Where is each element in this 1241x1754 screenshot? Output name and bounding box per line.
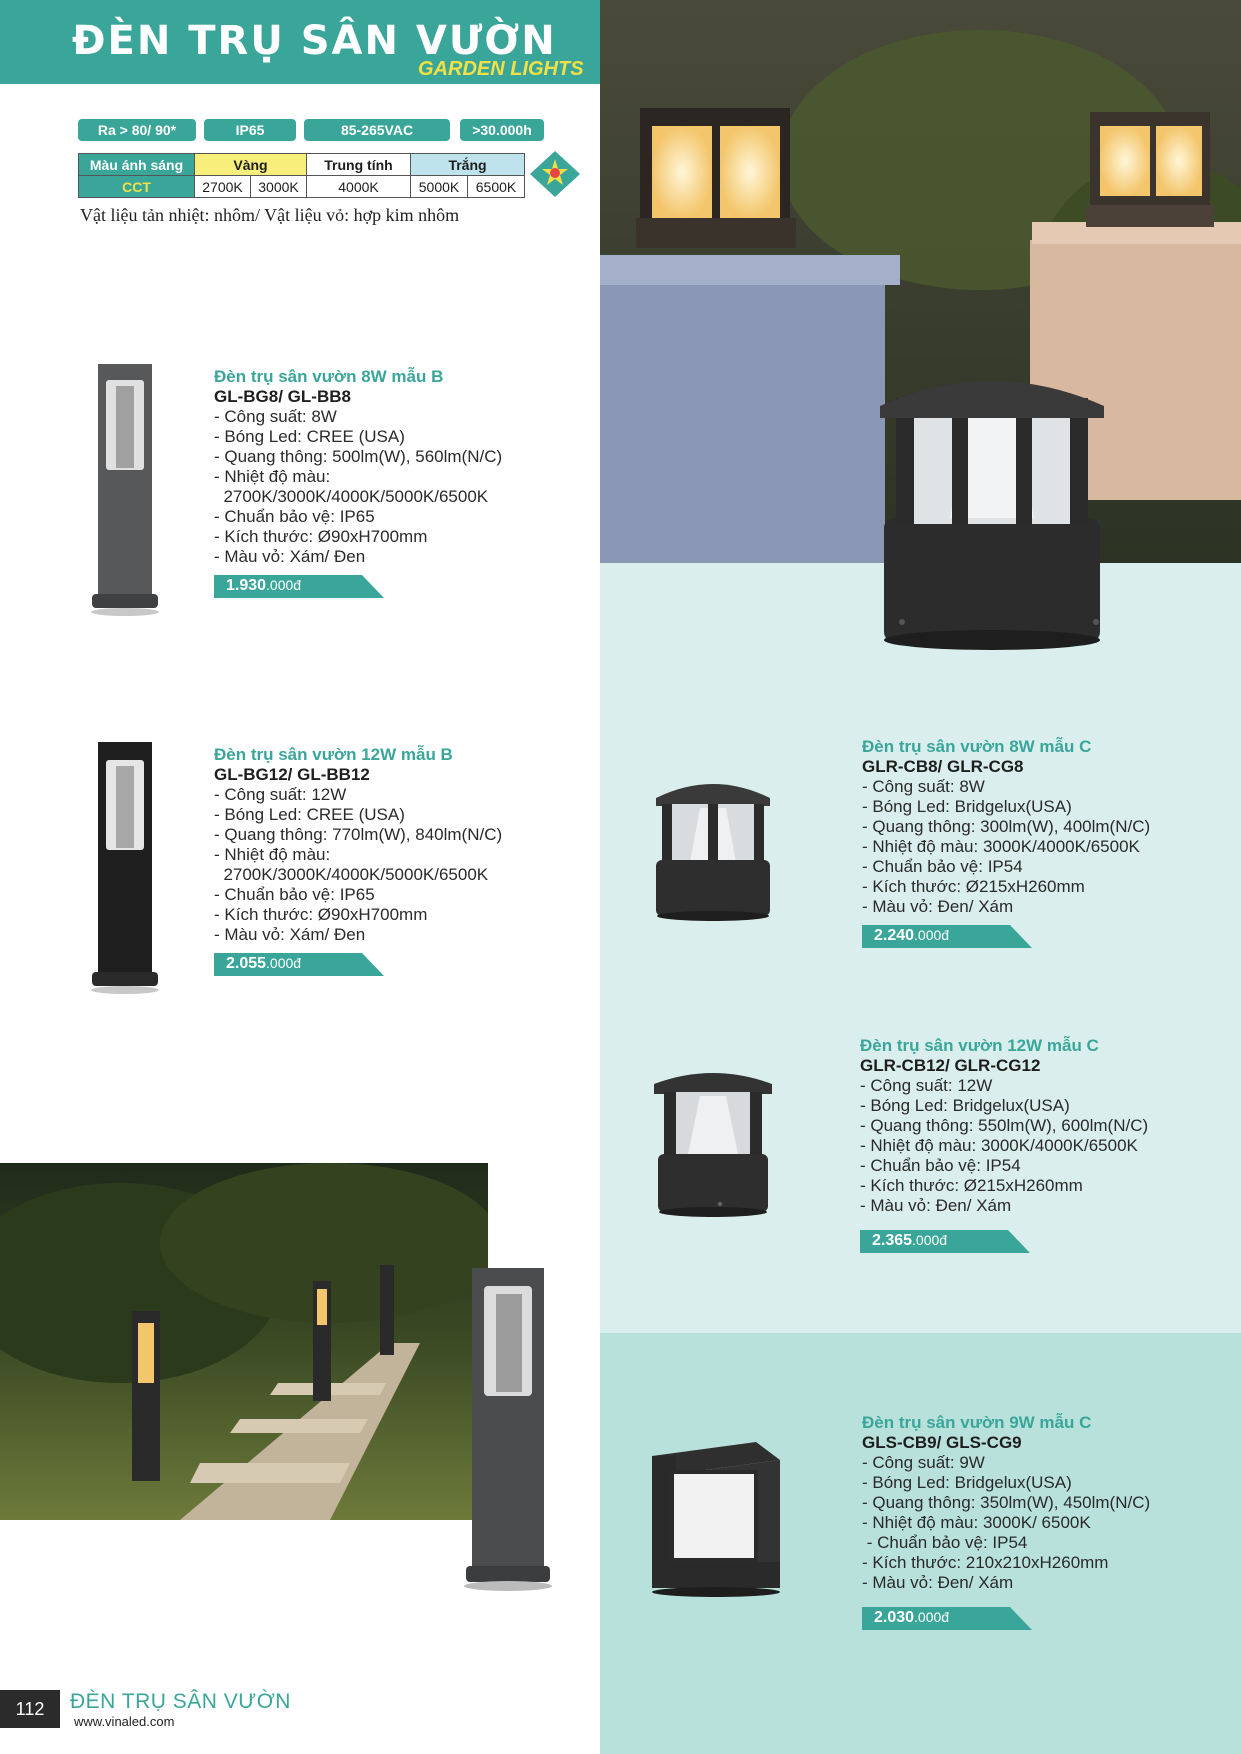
product-spec: - Màu vỏ: Đen/ Xám — [862, 1573, 1014, 1592]
price-tag — [214, 575, 384, 598]
product-spec: - Màu vỏ: Đen/ Xám — [860, 1196, 1012, 1215]
product-spec: - Công suất: 12W — [214, 785, 347, 804]
product-spec: - Nhiệt độ màu: — [214, 845, 331, 864]
price-label: 2.030.000đ — [874, 1609, 950, 1626]
page-title: ĐÈN TRỤ SÂN VƯỜN — [72, 18, 557, 64]
garden-photo — [0, 1163, 488, 1520]
bollard-8w-image — [86, 364, 166, 620]
cct-group-cool: Trắng — [411, 154, 525, 176]
energy-star-icon — [528, 149, 582, 199]
cct-table — [78, 153, 525, 198]
product-spec: - Quang thông: 350lm(W), 450lm(N/C) — [862, 1493, 1151, 1512]
cylinder-8w-image — [650, 776, 776, 922]
product-spec: - Kích thước: Ø215xH260mm — [860, 1176, 1083, 1195]
product-code: GLR-CB12/ GLR-CG12 — [860, 1056, 1041, 1075]
cube-9w-image — [646, 1436, 786, 1600]
product-spec: - Màu vỏ: Xám/ Đen — [214, 547, 366, 566]
footer-section-title: ĐÈN TRỤ SÂN VƯỜN — [70, 1690, 291, 1713]
product-spec: - Kích thước: Ø215xH260mm — [862, 877, 1085, 896]
price-tag — [862, 925, 1032, 948]
product-spec: - Bóng Led: Bridgelux(USA) — [860, 1096, 1070, 1115]
product-spec: - Quang thông: 500lm(W), 560lm(N/C) — [214, 447, 503, 466]
product-card — [214, 367, 502, 598]
product-spec: - Chuẩn bảo vệ: IP65 — [214, 885, 375, 904]
product-spec: - Quang thông: 770lm(W), 840lm(N/C) — [214, 825, 503, 844]
product-name: Đèn trụ sân vườn 12W mẫu B — [214, 745, 453, 764]
product-spec: - Bóng Led: Bridgelux(USA) — [862, 797, 1072, 816]
price-tag — [862, 1607, 1032, 1630]
product-card — [860, 1036, 1148, 1253]
product-code: GL-BG12/ GL-BB12 — [214, 765, 370, 784]
product-name: Đèn trụ sân vườn 12W mẫu C — [860, 1036, 1099, 1055]
product-spec: - Công suất: 12W — [860, 1076, 993, 1095]
bollard-12w-image — [86, 742, 166, 998]
cct-label: CCT — [79, 176, 195, 198]
product-spec: - Công suất: 8W — [862, 777, 985, 796]
product-code: GL-BG8/ GL-BB8 — [214, 387, 351, 406]
product-spec: 2700K/3000K/4000K/5000K/6500K — [214, 865, 489, 884]
product-spec: - Quang thông: 300lm(W), 400lm(N/C) — [862, 817, 1151, 836]
cct-value: 4000K — [307, 176, 411, 198]
material-note: Vật liệu tản nhiệt: nhôm/ Vật liệu vỏ: hợp kim nhôm — [80, 205, 460, 225]
product-spec: - Kích thước: Ø90xH700mm — [214, 905, 428, 924]
product-spec: - Màu vỏ: Xám/ Đen — [214, 925, 366, 944]
product-spec: - Công suất: 9W — [862, 1453, 985, 1472]
product-spec: - Công suất: 8W — [214, 407, 337, 426]
price-tag — [860, 1230, 1030, 1253]
product-spec: - Kích thước: Ø90xH700mm — [214, 527, 428, 546]
page-subtitle: GARDEN LIGHTS — [418, 58, 584, 80]
bollard-large-image — [462, 1268, 562, 1594]
price-label: 1.930.000đ — [226, 577, 302, 594]
price-label: 2.365.000đ — [872, 1232, 948, 1249]
spec-pill-voltage: 85-265VAC — [304, 119, 450, 141]
product-code: GLR-CB8/ GLR-CG8 — [862, 757, 1024, 776]
spec-pill-cri: Ra > 80/ 90* — [78, 119, 196, 141]
cylinder-lamp-image — [870, 368, 1114, 652]
price-label: 2.240.000đ — [874, 927, 950, 944]
product-name: Đèn trụ sân vườn 9W mẫu C — [862, 1413, 1092, 1432]
cct-group-neutral: Trung tính — [307, 154, 411, 176]
page-number: 112 — [0, 1690, 60, 1728]
price-tag — [214, 953, 384, 976]
product-card — [862, 1413, 1150, 1630]
product-code: GLS-CB9/ GLS-CG9 — [862, 1433, 1022, 1452]
product-spec: - Chuẩn bảo vệ: IP54 — [862, 1533, 1028, 1552]
product-spec: - Bóng Led: Bridgelux(USA) — [862, 1473, 1072, 1492]
product-name: Đèn trụ sân vườn 8W mẫu C — [862, 737, 1092, 756]
product-spec: - Chuẩn bảo vệ: IP65 — [214, 507, 375, 526]
product-spec: - Chuẩn bảo vệ: IP54 — [860, 1156, 1021, 1175]
spec-pill-ip: IP65 — [204, 119, 296, 141]
cct-value: 2700K — [195, 176, 251, 198]
product-spec: - Bóng Led: CREE (USA) — [214, 427, 405, 446]
cct-row-label: Màu ánh sáng — [79, 154, 195, 176]
product-spec: - Nhiệt độ màu: 3000K/ 6500K — [862, 1513, 1091, 1532]
cct-value: 6500K — [468, 176, 525, 198]
product-spec: - Bóng Led: CREE (USA) — [214, 805, 405, 824]
price-label: 2.055.000đ — [226, 955, 302, 972]
spec-pill-lifetime: >30.000h — [460, 119, 544, 141]
product-card — [862, 737, 1150, 948]
product-spec: - Kích thước: 210x210xH260mm — [862, 1553, 1109, 1572]
product-spec: - Màu vỏ: Đen/ Xám — [862, 897, 1014, 916]
cylinder-12w-image — [650, 1066, 776, 1218]
cct-value: 3000K — [251, 176, 307, 198]
product-name: Đèn trụ sân vườn 8W mẫu B — [214, 367, 444, 386]
cct-group-warm: Vàng — [195, 154, 307, 176]
product-spec: - Nhiệt độ màu: — [214, 467, 331, 486]
product-spec: - Nhiệt độ màu: 3000K/4000K/6500K — [862, 837, 1140, 856]
product-spec: - Nhiệt độ màu: 3000K/4000K/6500K — [860, 1136, 1138, 1155]
product-spec: 2700K/3000K/4000K/5000K/6500K — [214, 487, 489, 506]
product-spec: - Quang thông: 550lm(W), 600lm(N/C) — [860, 1116, 1149, 1135]
product-spec: - Chuẩn bảo vệ: IP54 — [862, 857, 1023, 876]
cct-value: 5000K — [411, 176, 468, 198]
footer-url[interactable]: www.vinaled.com — [74, 1714, 175, 1729]
product-card — [214, 745, 502, 976]
